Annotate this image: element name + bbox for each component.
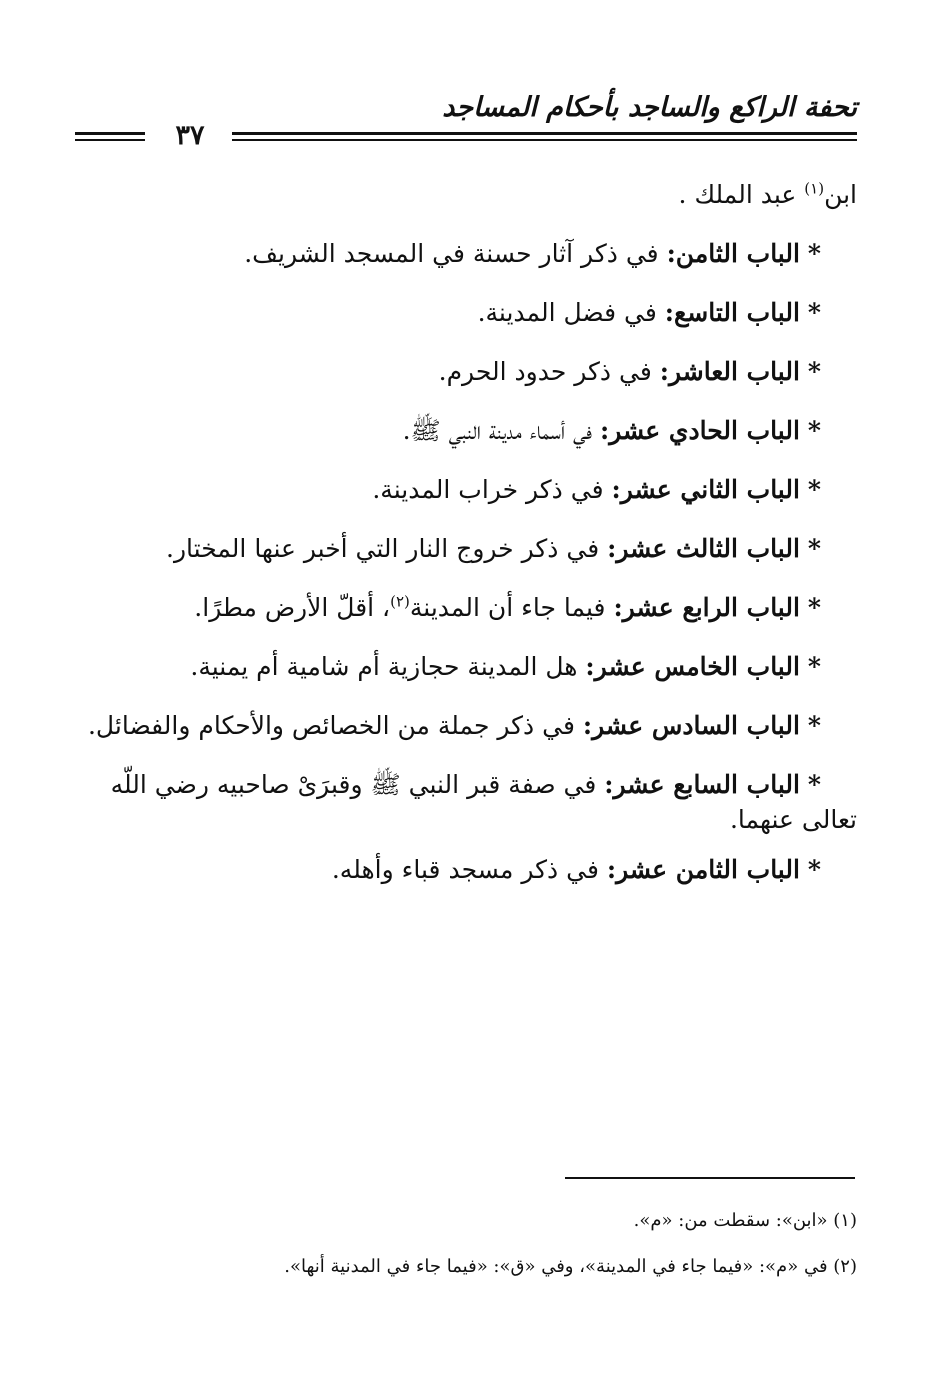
chapter-text-continuation: تعالى عنهما. <box>729 805 857 834</box>
chapter-entry-16 <box>77 696 857 755</box>
chapter-label: الباب السابع عشر: <box>604 770 800 799</box>
header-rule-left <box>75 132 145 135</box>
chapter-label: الباب الثامن: <box>666 239 800 268</box>
chapter-label: الباب الحادي عشر: <box>599 416 800 445</box>
footnote-1: (١) «ابن»: سقطت من: «م». <box>633 1210 857 1231</box>
chapter-text: في ذكر مسجد قباء وأهله. <box>331 855 607 884</box>
asterisk-icon: * <box>807 593 821 622</box>
chapter-text: هل المدينة حجازية أم شامية أم يمنية. <box>190 652 586 681</box>
footnote-ref-2: (٢) <box>390 592 410 611</box>
chapter-text: في أسماء مدينة النبي ﷺ. <box>402 416 600 445</box>
chapter-label: الباب الثالث عشر: <box>607 534 800 563</box>
chapter-entry-14 <box>77 578 857 637</box>
asterisk-icon: * <box>807 475 821 504</box>
chapter-text: في ذكر خراب المدينة. <box>372 475 612 504</box>
footnote-separator <box>565 1177 855 1179</box>
chapter-text: في ذكر آثار حسنة في المسجد الشريف. <box>244 239 667 268</box>
asterisk-icon: * <box>807 298 821 327</box>
chapter-list <box>77 165 857 899</box>
chapter-label: الباب الثامن عشر: <box>606 855 800 884</box>
chapter-text: في فضل المدينة. <box>477 298 665 327</box>
chapter-entry-13 <box>77 519 857 578</box>
chapter-label: الباب العاشر: <box>659 357 800 386</box>
header-rule-right-lower <box>232 139 857 141</box>
running-title: تحفة الراكع والساجد بأحكام المساجد <box>442 92 857 123</box>
intro-line <box>77 165 857 224</box>
chapter-entry-12 <box>77 460 857 519</box>
asterisk-icon: * <box>807 711 821 740</box>
chapter-label: الباب الرابع عشر: <box>613 593 800 622</box>
chapter-label: الباب الخامس عشر: <box>585 652 800 681</box>
chapter-entry-17 <box>77 755 857 840</box>
chapter-label: الباب السادس عشر: <box>582 711 800 740</box>
chapter-entry-10 <box>77 342 857 401</box>
asterisk-icon: * <box>807 855 821 884</box>
chapter-entry-9 <box>77 283 857 342</box>
asterisk-icon: * <box>807 239 821 268</box>
asterisk-icon: * <box>807 534 821 563</box>
chapter-entry-15 <box>77 637 857 696</box>
chapter-label: الباب التاسع: <box>664 298 800 327</box>
intro-word: ابن <box>824 180 857 209</box>
chapter-text-after: ، أقلّ الأرض مطرًا. <box>194 593 391 622</box>
footnote-2: (٢) في «م»: «فيما جاء في المدينة»، وفي «ق»: «فيما جاء في المدنية أنها». <box>284 1256 857 1277</box>
chapter-text: في صفة قبر النبي ﷺ وقبرَىْ صاحبيه رضي اللّه <box>110 770 605 799</box>
chapter-entry-18 <box>77 840 857 899</box>
asterisk-icon: * <box>807 416 821 445</box>
header-rule-left-lower <box>75 139 145 141</box>
chapter-entry-8 <box>77 224 857 283</box>
chapter-text: في ذكر حدود الحرم. <box>438 357 660 386</box>
intro-rest: عبد الملك . <box>678 180 805 209</box>
chapter-label: الباب الثاني عشر: <box>611 475 800 504</box>
page-number: ٣٧ <box>175 120 205 151</box>
asterisk-icon: * <box>807 652 821 681</box>
header-rule-right <box>232 132 857 135</box>
chapter-entry-11 <box>77 401 857 460</box>
chapter-text: في ذكر جملة من الخصائص والأحكام والفضائل. <box>87 711 583 740</box>
chapter-text: في ذكر خروج النار التي أخبر عنها المختار. <box>166 534 608 563</box>
asterisk-icon: * <box>807 357 821 386</box>
footnote-ref-1: (١) <box>804 179 825 198</box>
chapter-text: فيما جاء أن المدينة <box>409 593 614 622</box>
footnotes <box>77 1198 857 1290</box>
asterisk-icon: * <box>807 770 821 799</box>
